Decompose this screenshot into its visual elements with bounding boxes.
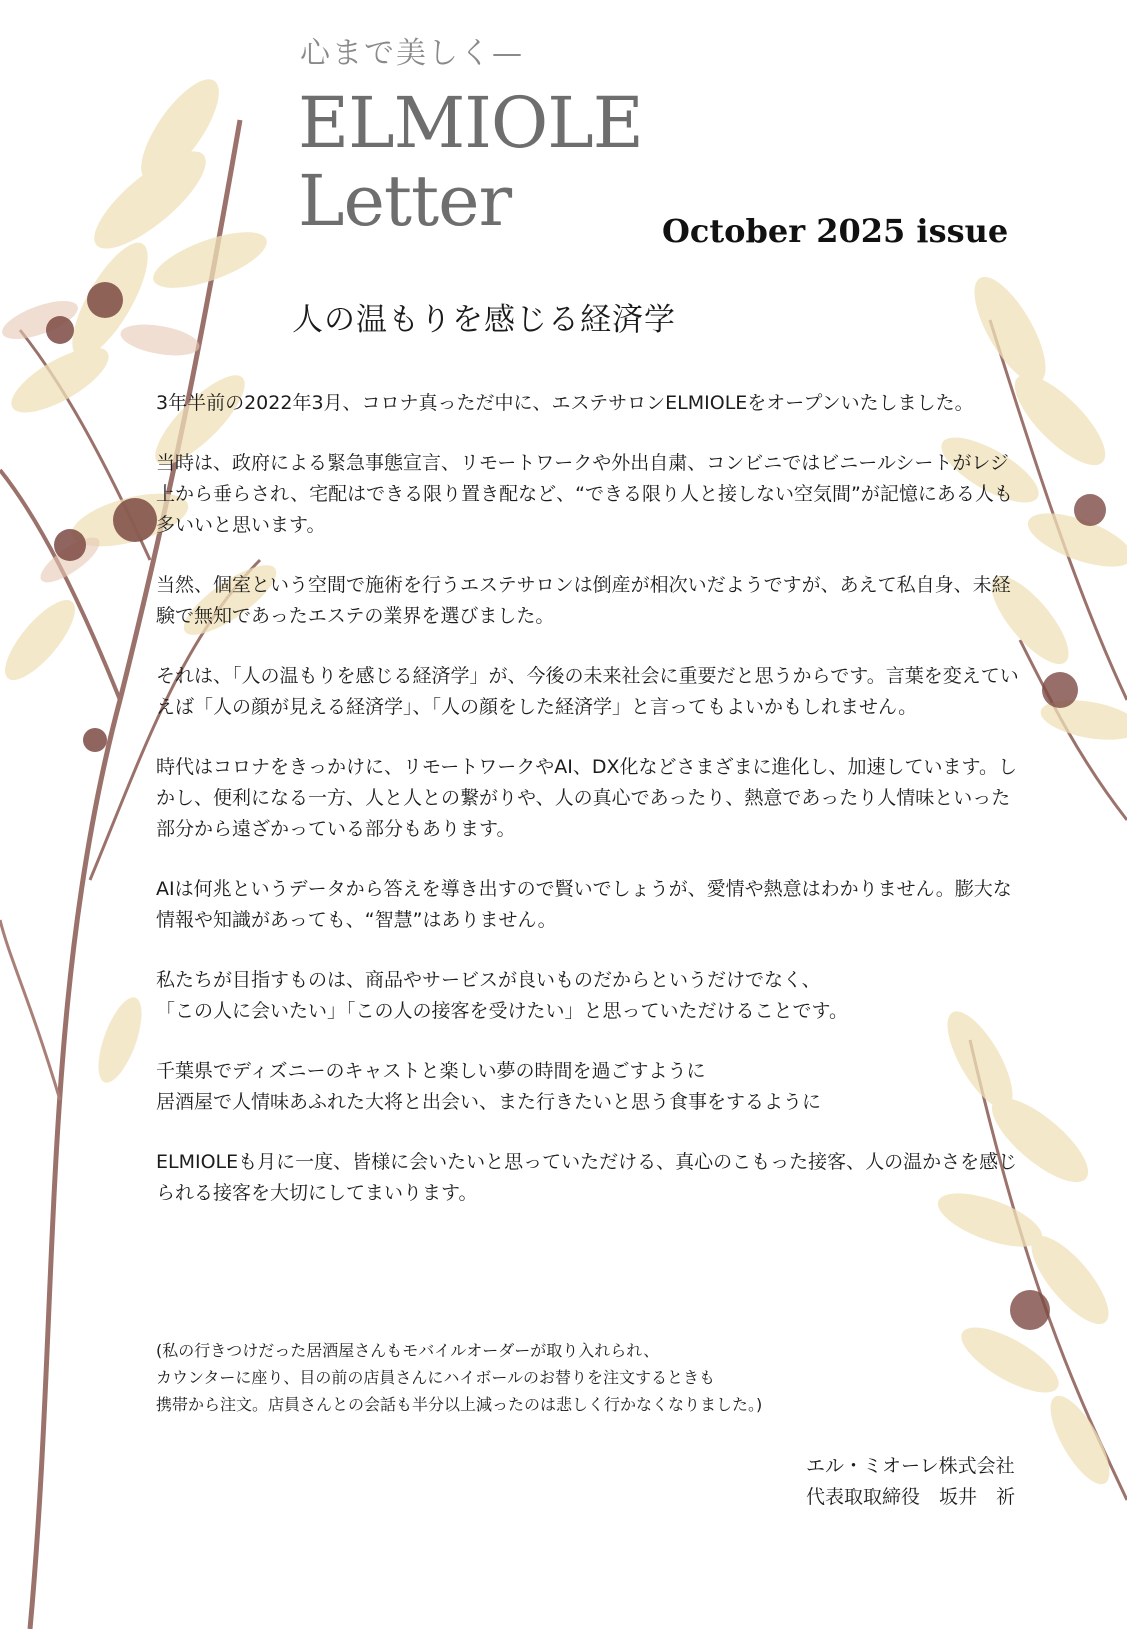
paragraph: 私たちが目指すものは、商品やサービスが良いものだからというだけでなく、 「この人に会いたい」「この人の接客を受けたい」と思っていただけることです。 [156, 969, 848, 1022]
paragraph: 当時は、政府による緊急事態宣言、リモートワークや外出自粛、コンビニではビニールシートがレジ上から垂らされ、宅配はできる限り置き配など、“できる限り人と接しない空気間”が記憶にある人も多いいと思います。 [156, 452, 1013, 536]
paragraph: 時代はコロナをきっかけに、リモートワークやAI、DX化などさまざまに進化し、加速しています。しかし、便利になる一方、人と人との繋がりや、人の真心であったり、熱意であったり人情味といった部分から遠ざかっている部分もあります。 [156, 756, 1017, 840]
signature [806, 1451, 1015, 1513]
author-title-name: 代表取取締役 坂井 祈 [805, 1486, 1015, 1508]
newsletter-title [298, 84, 643, 240]
article-headline: 人の温もりを感じる経済学 [292, 302, 676, 338]
paragraph: それは、「人の温もりを感じる経済学」が、今後の未来社会に重要だと思うからです。言葉を変えていえば「人の顔が見える経済学」、「人の顔をした経済学」と言ってもよいかもしれません。 [156, 665, 1019, 718]
brand-subtitle: Letter [298, 160, 512, 242]
paragraph: 3年半前の2022年3月、コロナ真っただ中に、エステサロンELMIOLEをオープンいたしました。 [156, 392, 974, 414]
issue-date: October 2025 issue [662, 212, 1009, 250]
tagline: 心まで美しく— [300, 36, 524, 71]
paragraph: 当然、個室という空間で施術を行うエステサロンは倒産が相次いだようですが、あえて私自身、未経験で無知であったエステの業界を選びました。 [156, 574, 1011, 627]
brand-name: ELMIOLE [298, 82, 643, 164]
company-name: エル・ミオーレ株式会社 [805, 1455, 1015, 1477]
paragraph: ELMIOLEも月に一度、皆様に会いたいと思っていただける、真心のこもった接客、人の温かさを感じられる接客を大切にしてまいります。 [156, 1151, 1018, 1204]
footnote: (私の行きつけだった居酒屋さんもモバイルオーダーが取り入れられ、 カウンターに座り、目の前の店員さんにハイボールのお替りを注文するときも 携帯から注文。店員さんとの会話も半分以上減ったのは悲しく行かなくなりました。) [156, 1341, 763, 1414]
article-body [156, 388, 1020, 1238]
paragraph: 千葉県でディズニーのキャストと楽しい夢の時間を過ごすように 居酒屋で人情味あふれた大将と出会い、また行きたいと思う食事をするように [156, 1060, 822, 1113]
paragraph: AIは何兆というデータから答えを導き出すので賢いでしょうが、愛情や熱意はわかりません。膨大な情報や知識があっても、“智慧”はありません。 [156, 878, 1012, 931]
